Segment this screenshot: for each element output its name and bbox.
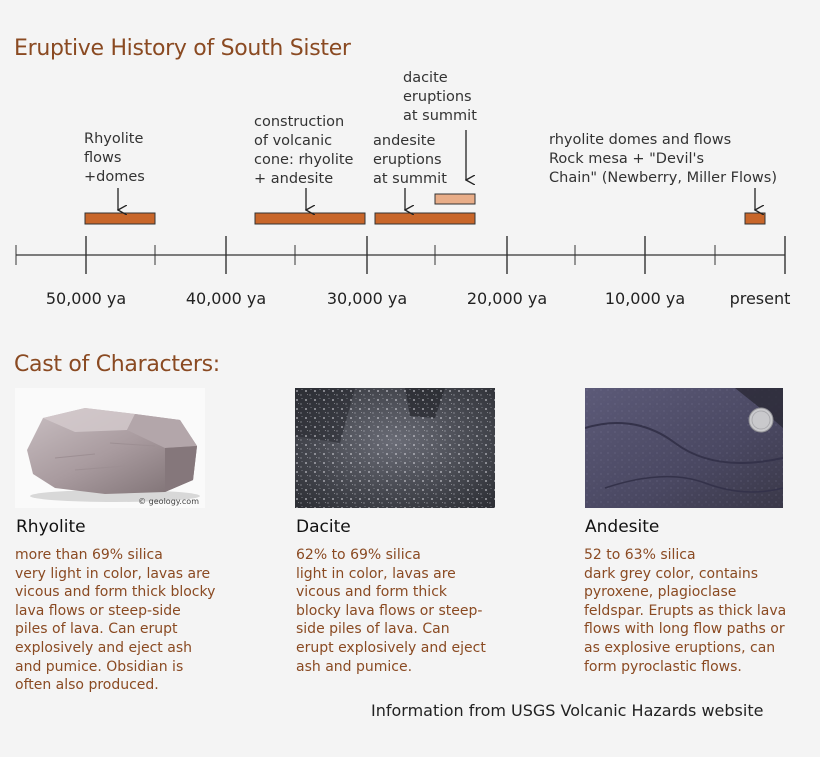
tick-label-30000: 30,000 ya (326, 289, 408, 308)
tick-label-10000: 10,000 ya (604, 289, 686, 308)
annotation-rhyolite-flows: Rhyolite flows +domes (84, 131, 145, 185)
bar-cone-construction (255, 213, 365, 224)
rock-name-andesite: Andesite (585, 517, 660, 537)
dacite-photo (295, 388, 495, 508)
annotation-andesite-summit: andesite eruptions at summit (373, 133, 447, 187)
cast-title: Cast of Characters: (14, 352, 220, 377)
annotation-dacite-summit: dacite eruptions at summit (403, 70, 477, 124)
tick-label-20000: 20,000 ya (466, 289, 548, 308)
rock-name-rhyolite: Rhyolite (16, 517, 86, 537)
annotation-recent-rhyolite: rhyolite domes and flows Rock mesa + "Devil's Chain" (Newberry, Miller Flows) (549, 132, 777, 186)
rock-desc-rhyolite: more than 69% silica very light in color, lavas are vicous and form thick blocky lava flows or steep-side piles of lava. Can erupt explosively and eject ash and pumice. Obsidian is often also produced. (15, 547, 216, 694)
bar-recent-rhyolite (745, 213, 765, 224)
page-title: Eruptive History of South Sister (14, 36, 351, 61)
andesite-photo (585, 388, 783, 508)
photo-watermark: © geology.com (138, 497, 199, 506)
rock-desc-andesite: 52 to 63% silica dark grey color, contains pyroxene, plagioclase feldspar. Erupts as thick lava flows with long flow paths or as explosive eruptions, can form pyroclastic flows. (584, 547, 787, 675)
bar-dacite-summit (435, 194, 475, 204)
rock-name-dacite: Dacite (296, 517, 351, 537)
rhyolite-photo (15, 388, 205, 508)
source-credit: Information from USGS Volcanic Hazards website (371, 701, 764, 720)
annotation-cone-construction: construction of volcanic cone: rhyolite + andesite (254, 114, 354, 187)
eruption-bars (85, 194, 765, 224)
tick-label-50000: 50,000 ya (45, 289, 127, 308)
tick-label-40000: 40,000 ya (185, 289, 267, 308)
coin-icon (749, 408, 773, 432)
rock-desc-dacite: 62% to 69% silica light in color, lavas are vicous and form thick blocky lava flows or steep- side piles of lava. Can erupt explosively and eject ash and pumice. (296, 547, 486, 675)
bar-andesite-summit (375, 213, 475, 224)
bar-rhyolite-flows (85, 213, 155, 224)
tick-label-present: present (729, 289, 791, 308)
